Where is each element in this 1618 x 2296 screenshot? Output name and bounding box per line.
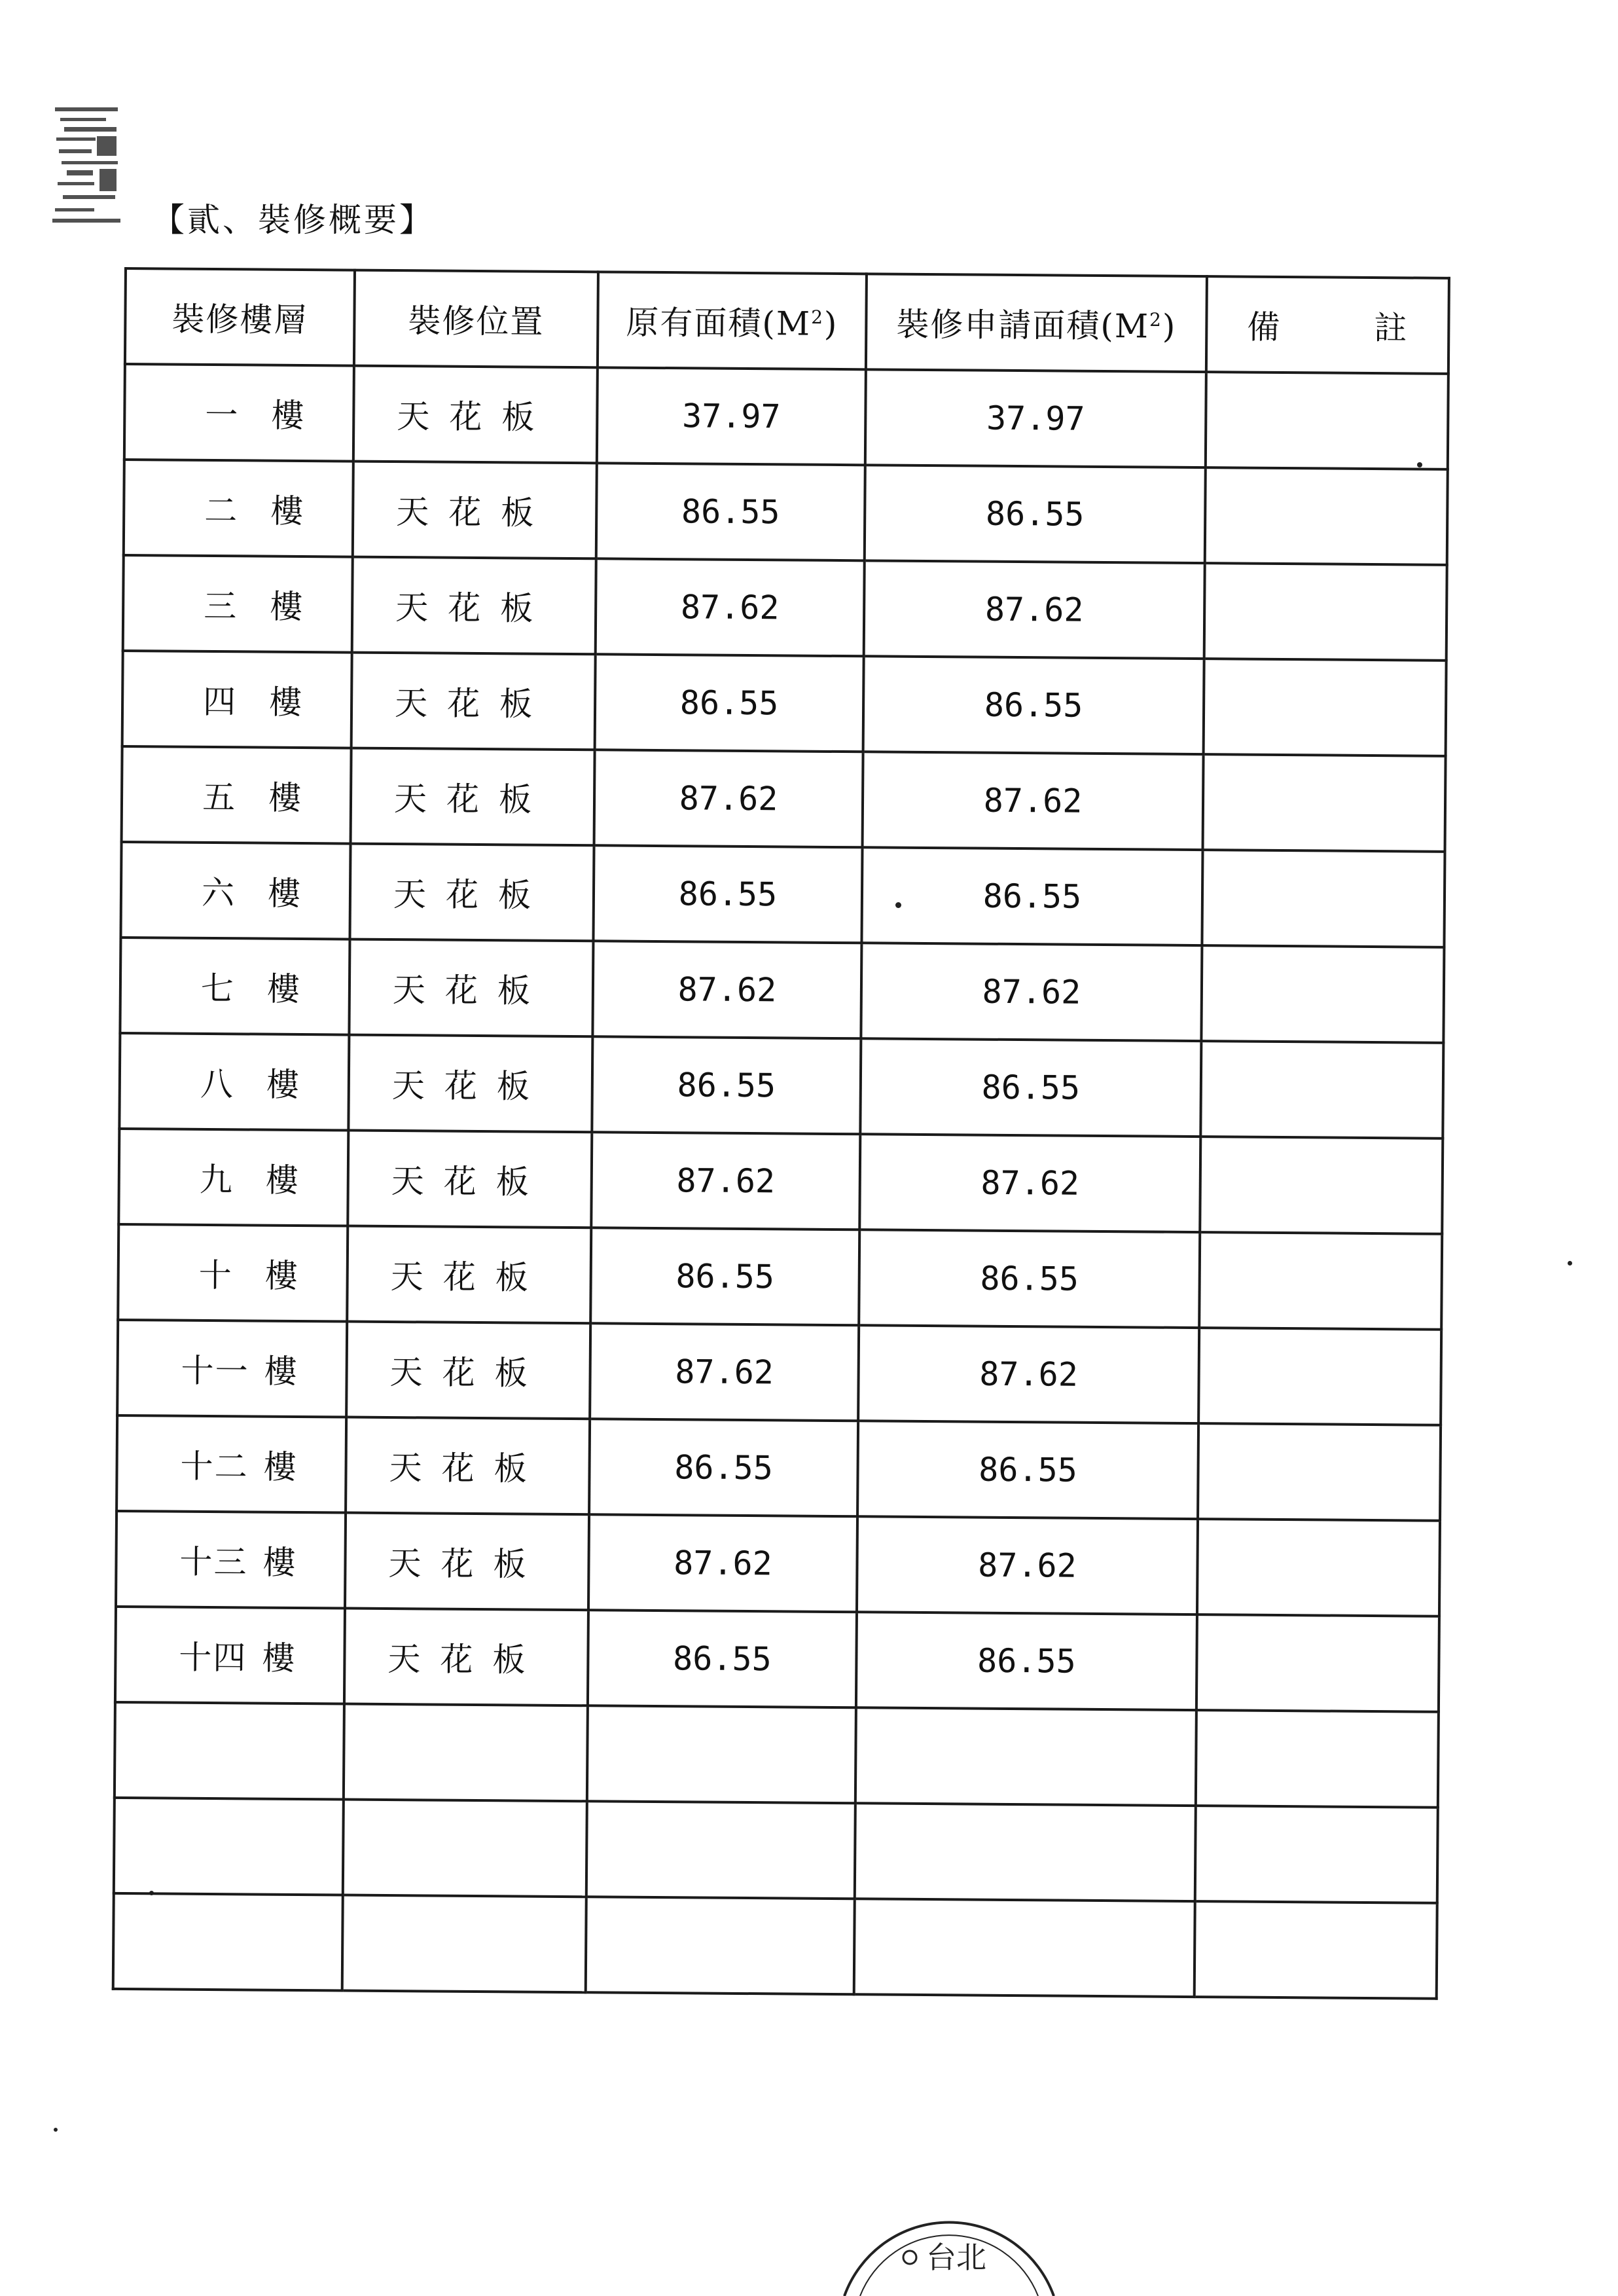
floor-number: 十 (198, 1256, 233, 1295)
position-cell: 天花板 (353, 366, 598, 464)
floor-cell (117, 1415, 346, 1513)
floor-suffix: 樓 (264, 1256, 299, 1295)
floor-suffix: 樓 (262, 1543, 297, 1582)
empty-cell (342, 1895, 586, 1993)
empty-cell (587, 1705, 856, 1803)
floor-cell (120, 842, 350, 939)
applied-area-cell: 37.97 (865, 369, 1206, 467)
floor-number: 五 (202, 778, 237, 817)
floor-number: 九 (199, 1160, 234, 1199)
applied-area-cell: 86.55 (857, 1421, 1198, 1519)
note-cell (1202, 850, 1445, 947)
header-applied-area-label: 裝修申請面積(M (896, 305, 1150, 346)
table-row (118, 1224, 1442, 1330)
header-note-left: 備 (1247, 308, 1282, 346)
floor-cell (118, 1129, 348, 1226)
section-title: 【貳、裝修概要】 (152, 201, 435, 239)
applied-area-cell: 87.62 (858, 1325, 1199, 1423)
position-cell: 天花板 (345, 1513, 589, 1611)
floor-cell (123, 555, 353, 653)
original-area-cell: 87.62 (588, 1514, 857, 1612)
applied-area-cell: 87.62 (864, 560, 1205, 659)
original-area-cell: 87.62 (592, 941, 861, 1038)
table-row (118, 1129, 1443, 1234)
floor-suffix: 樓 (266, 970, 302, 1009)
note-cell (1206, 372, 1448, 469)
original-area-cell: 86.55 (593, 845, 862, 943)
table-row (123, 555, 1447, 661)
floor-number: 一 (205, 395, 240, 435)
position-cell: 天花板 (352, 557, 596, 655)
floor-suffix: 樓 (268, 778, 303, 818)
table-row (117, 1415, 1441, 1521)
floor-suffix: 樓 (262, 1639, 297, 1677)
note-cell (1196, 1614, 1439, 1712)
floor-cell (119, 1033, 349, 1131)
floor-number: 四 (202, 682, 238, 721)
table-row (116, 1511, 1440, 1616)
table-row (119, 1033, 1443, 1139)
applied-area-cell: 87.62 (861, 943, 1202, 1041)
empty-cell (1196, 1710, 1439, 1808)
original-area-cell: 86.55 (590, 1228, 859, 1325)
scan-speck (54, 2128, 58, 2132)
floor-cell (118, 1224, 348, 1322)
table-row (124, 364, 1448, 469)
header-position: 裝修位置 (354, 270, 598, 368)
note-cell (1200, 1041, 1443, 1139)
empty-table-row (115, 1702, 1439, 1808)
floor-suffix: 樓 (264, 1352, 298, 1391)
header-floor: 裝修樓層 (125, 268, 355, 366)
floor-suffix: 樓 (263, 1448, 298, 1486)
empty-cell (854, 1899, 1195, 1997)
floor-cell (124, 460, 353, 557)
note-cell (1205, 467, 1448, 565)
floor-number: 七 (200, 969, 236, 1008)
floor-number: 二 (204, 491, 239, 530)
original-area-cell: 86.55 (592, 1036, 861, 1134)
table-row (124, 460, 1448, 565)
header-note (1206, 276, 1449, 374)
table-header-row (125, 268, 1449, 374)
note-cell (1200, 1137, 1443, 1234)
header-note-right: 註 (1374, 308, 1409, 348)
header-applied-area-close: ) (1162, 307, 1177, 346)
original-area-cell: 86.55 (588, 1610, 857, 1707)
renovation-summary-table (112, 267, 1450, 2000)
original-area-cell: 87.62 (591, 1132, 860, 1230)
floor-number: 十四 (179, 1638, 247, 1677)
header-original-area-close: ) (823, 304, 838, 343)
header-applied-area (866, 274, 1207, 372)
floor-suffix: 樓 (266, 1065, 301, 1104)
note-cell (1201, 945, 1444, 1043)
original-area-cell: 86.55 (595, 654, 864, 752)
note-cell (1204, 659, 1447, 756)
empty-cell (115, 1702, 344, 1800)
empty-cell (855, 1803, 1196, 1901)
empty-cell (114, 1798, 344, 1895)
empty-cell (344, 1704, 588, 1802)
floor-number: 八 (200, 1065, 235, 1104)
floor-cell (122, 651, 352, 748)
table-row (120, 938, 1444, 1043)
empty-cell (586, 1801, 855, 1899)
applied-area-cell: 86.55 (865, 465, 1206, 563)
note-cell (1203, 754, 1446, 852)
floor-cell (124, 364, 354, 462)
applied-area-cell: 86.55 (859, 1230, 1200, 1328)
applied-area-cell: 86.55 (861, 847, 1202, 945)
floor-suffix: 樓 (267, 874, 302, 913)
scan-speck (1568, 1261, 1572, 1266)
applied-area-cell: 86.55 (860, 1038, 1201, 1137)
position-cell: 天花板 (346, 1322, 590, 1419)
applied-area-cell: 87.62 (857, 1516, 1198, 1614)
applied-area-cell: 86.55 (863, 656, 1204, 754)
floor-cell (117, 1320, 347, 1417)
original-area-cell: 87.62 (596, 558, 865, 656)
original-area-cell: 87.62 (594, 750, 863, 847)
floor-suffix: 樓 (269, 587, 304, 627)
floor-cell (116, 1511, 346, 1609)
original-area-cell: 87.62 (590, 1323, 859, 1421)
note-cell (1204, 563, 1447, 661)
official-seal (831, 2200, 1067, 2296)
floor-cell (120, 938, 350, 1035)
note-cell (1199, 1232, 1442, 1330)
position-cell: 天花板 (351, 653, 596, 750)
table-row (122, 746, 1446, 852)
empty-cell (343, 1800, 587, 1897)
note-cell (1197, 1519, 1440, 1616)
empty-cell (855, 1707, 1196, 1806)
header-original-area-sup: 2 (811, 306, 825, 329)
table-row (117, 1320, 1441, 1425)
table-row (115, 1607, 1439, 1712)
position-cell: 天花板 (348, 1131, 592, 1228)
floor-suffix: 樓 (270, 492, 305, 531)
note-cell (1198, 1328, 1441, 1425)
floor-number: 六 (201, 873, 236, 913)
empty-table-row (114, 1798, 1438, 1903)
empty-cell (113, 1893, 343, 1991)
header-original-area-label: 原有面積(M (626, 303, 812, 343)
floor-number: 十一 (181, 1351, 249, 1391)
seal-text: 台北 (926, 2240, 986, 2275)
table-row (120, 842, 1445, 947)
floor-suffix: 樓 (271, 396, 306, 435)
corner-stamp-mark (51, 103, 123, 228)
position-cell: 天花板 (353, 462, 597, 559)
applied-area-cell: 86.55 (856, 1612, 1197, 1710)
position-cell: 天花板 (348, 1035, 592, 1133)
table-row (122, 651, 1447, 756)
position-cell: 天花板 (346, 1417, 590, 1515)
floor-number: 十二 (180, 1447, 249, 1486)
position-cell: 天花板 (347, 1226, 591, 1324)
position-cell: 天花板 (344, 1609, 588, 1706)
empty-cell (1195, 1806, 1438, 1903)
header-applied-area-sup: 2 (1149, 308, 1163, 331)
floor-cell (122, 746, 351, 844)
floor-number: 三 (203, 587, 238, 626)
empty-cell (586, 1897, 855, 1994)
applied-area-cell: 87.62 (859, 1134, 1200, 1232)
floor-suffix: 樓 (268, 683, 304, 722)
original-area-cell: 37.97 (597, 367, 866, 465)
empty-cell (1195, 1901, 1437, 1999)
table-body (113, 364, 1448, 1999)
applied-area-cell: 87.62 (863, 752, 1204, 850)
original-area-cell: 86.55 (589, 1419, 858, 1516)
note-cell (1198, 1423, 1441, 1521)
original-area-cell: 86.55 (596, 463, 865, 560)
floor-suffix: 樓 (265, 1161, 300, 1199)
floor-number: 十三 (179, 1542, 248, 1582)
header-original-area (598, 272, 867, 369)
empty-table-row (113, 1893, 1437, 1999)
position-cell: 天花板 (351, 748, 595, 846)
floor-cell (115, 1607, 345, 1704)
position-cell: 天花板 (349, 939, 593, 1037)
position-cell: 天花板 (350, 844, 594, 941)
